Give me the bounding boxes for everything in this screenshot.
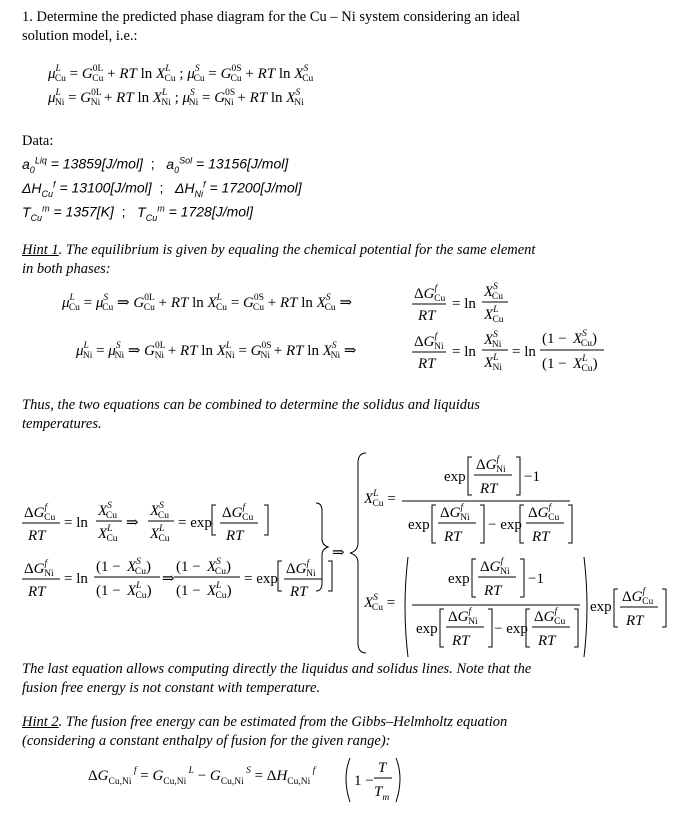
svg-text:XLCu: $X^L$ Cu: [150, 524, 170, 544]
svg-text:exp: exp: [444, 469, 466, 485]
t-cu-value: = 1357[K]: [53, 203, 114, 220]
svg-text:RT: RT: [290, 584, 308, 600]
svg-text:(1 −: (1 −: [542, 331, 567, 347]
svg-text:XSCu: $X^S$ Cu: [98, 501, 118, 521]
chemical-potential-equations: [0, 60, 677, 120]
problem-statement: [22, 8, 662, 46]
last-equation-text: [22, 660, 672, 698]
svg-text:μLCu = μSCu ⇒ G0LCu + RT ln XL: $\mu^L$ $Cu = \mu^S$ Cu ⇒ $G^{0L}$ Cu + RT $\ln X^L$ $Cu = G^{0S}$ Cu + RT $\ln X^S$ Cu ⇒: [62, 293, 353, 313]
svg-text:XSCu: $X^S$ Cu: [150, 501, 170, 521]
hint1-equations: [0, 280, 677, 385]
mu-cu-equation: [47, 64, 314, 84]
svg-text:= ln: = ln: [452, 344, 476, 360]
svg-text:− exp: − exp: [494, 621, 528, 637]
problem-statement-line1: Determine the predicted phase diagram for the Cu – Ni system considering an ideal: [36, 9, 521, 25]
thus-line2: temperatures.: [22, 416, 102, 432]
svg-text:⇒: ⇒: [126, 515, 139, 531]
dh-cu-value: = 13100[J/mol]: [59, 179, 152, 196]
svg-text:ΔGCu,Ni f = GCu,Ni L − GCu,Ni: $\Delta G_{Cu,Ni}$ $^f = G_{Cu,Ni}$ $^L - G_{Cu,Ni}$ $^S = \Delta H_{Cu,Ni}$ $^f$: [88, 766, 316, 787]
svg-text:XLCu): $X^L$ Cu): [573, 354, 598, 374]
mu-ni-equation: [47, 88, 304, 108]
svg-text:exp: exp: [590, 599, 612, 615]
last-eq-line2: fusion free energy is not constant with temperature.: [22, 680, 321, 696]
problem-statement-line2: solution model, i.e.:: [22, 28, 138, 44]
hint2-text: [22, 713, 672, 751]
a0-liq-value: = 13859[J/mol]: [50, 155, 143, 172]
problem-number: 1.: [22, 9, 33, 25]
svg-text:RT: RT: [532, 529, 550, 545]
gibbs-helmholtz-equation: [0, 752, 677, 812]
svg-text:XSCu: $X^S$ Cu: [484, 282, 504, 302]
svg-text:= ln: = ln: [64, 515, 88, 531]
hint2-line2: (considering a constant enthalpy of fusion for the given range):: [22, 733, 391, 749]
svg-text:ΔGfNi: $\Delta G^f$ Ni: [480, 557, 510, 577]
svg-text:RT: RT: [418, 356, 436, 372]
svg-text:XLCu =: $X^L$ Cu =: [364, 489, 396, 509]
svg-text:−1: −1: [528, 571, 544, 587]
svg-text:Tm: $T_m$: [374, 784, 390, 803]
svg-text:exp: exp: [408, 517, 430, 533]
svg-text:μLCu = G0LCu + RT ln XLCu ;: $\mu^L$ $Cu = G^{0L}$ Cu + RT $\ln X^L$ Cu ; $\mu^S$ $Cu = G^{0S}$ Cu + RT $\ln X^S$ Cu: [48, 64, 314, 84]
dh-ni-value: = 17200[J/mol]: [209, 179, 302, 196]
svg-text:ΔGfCu: $\Delta G^f$ Cu: [622, 587, 654, 607]
hint2-label: Hint 2: [22, 714, 59, 730]
svg-text:ΔGfNi: $\Delta G^f$ Ni: [440, 503, 470, 523]
rt-denominator: RT: [418, 308, 436, 324]
svg-text:= ln: = ln: [452, 296, 476, 312]
svg-text:⇒: ⇒: [162, 571, 175, 587]
svg-text:RT: RT: [626, 613, 644, 629]
combined-equations: [0, 443, 677, 658]
svg-text:(1 −: (1 −: [176, 559, 201, 575]
svg-text:XLCu: $X^L$ Cu: [98, 524, 118, 544]
svg-text:= exp: = exp: [178, 515, 212, 531]
implies-arrow: ⇒: [332, 545, 345, 561]
svg-text:XSCu): $X^S$ Cu): [207, 557, 232, 577]
hint1-line2: in both phases:: [22, 261, 111, 277]
svg-text:XSNi: $X^S$ Ni: [484, 330, 502, 350]
solidus-equation: [363, 556, 666, 657]
svg-text:RT: RT: [452, 633, 470, 649]
a0-sol-value: = 13156[J/mol]: [196, 155, 289, 172]
thus-line1: Thus, the two equations can be combined to determine the solidus and liquidus: [22, 397, 480, 413]
svg-text:ΔGfNi: $\Delta G^f$ Ni: [448, 607, 478, 627]
svg-text:ΔGfCu: $\Delta G^f$ Cu: [534, 607, 566, 627]
svg-text:ΔGfCu: $\Delta G^f$ Cu: [24, 503, 56, 523]
svg-text:XLCu): $X^L$ Cu): [207, 581, 232, 601]
svg-text:μLNi = μSNi ⇒ G0LNi + RT ln XL: $\mu^L$ $Ni = \mu^S$ Ni ⇒ $G^{0L}$ Ni + RT $\ln X^L$ $Ni = G^{0S}$ Ni + RT $\ln X^S$ Ni ⇒: [76, 341, 357, 361]
left-cu-equation: [22, 501, 268, 544]
svg-text:(1 −: (1 −: [542, 356, 567, 372]
svg-text:XSCu =: $X^S$ Cu =: [364, 593, 396, 613]
data-row-enthalpy: $\Delta H_{Cu}^f = 13100[J/mol]$ ; $\Delta H_{Ni}^f = 17200[J/mol]$: [22, 179, 302, 199]
svg-text:RT: RT: [538, 633, 556, 649]
svg-text:ΔGfCu: $\Delta G^f$ Cu: [222, 503, 254, 523]
svg-text:ΔGfCu: $\Delta G^f$ Cu: [528, 503, 560, 523]
svg-text:exp: exp: [416, 621, 438, 637]
right-system-brace: [350, 453, 366, 653]
data-label: Data:: [22, 133, 54, 149]
hint2-line1: . The fusion free energy can be estimated from the Gibbs–Helmholtz equation: [58, 714, 508, 730]
data-row-activity: $a_0^{Liq} = 13859[J/mol]$ ; $a_0^{Sol} = 13156[J/mol]$: [22, 155, 289, 175]
svg-text:= exp: = exp: [244, 571, 278, 587]
svg-text:ΔGfCu: $\Delta G^f$ Cu: [414, 284, 446, 304]
svg-text:μLNi = G0LNi + RT ln XLNi ;: $\mu^L$ $Ni = G^{0L}$ Ni + RT $\ln X^L$ Ni ; $\mu^S$ $Ni = G^{0S}$ Ni + RT $\ln X^S$ Ni: [48, 88, 304, 108]
svg-text:= ln: = ln: [512, 344, 536, 360]
hint1-label: Hint 1: [22, 242, 59, 258]
hint1-line1: . The equilibrium is given by equaling the chemical potential for the same element: [58, 242, 536, 258]
svg-text:XSCu): $X^S$ Cu): [127, 557, 152, 577]
svg-text:RT: RT: [226, 528, 244, 544]
svg-text:XLCu): $X^L$ Cu): [127, 581, 152, 601]
svg-text:(1 −: (1 −: [96, 583, 121, 599]
hint1-ni-equation: [75, 329, 604, 374]
t-cu2-value: = 1728[J/mol]: [168, 203, 254, 220]
svg-text:ΔGfNi: $\Delta G^f$ Ni: [286, 559, 316, 579]
last-eq-line1: The last equation allows computing directly the liquidus and solidus lines. Note that the: [22, 661, 532, 677]
svg-text:−1: −1: [524, 469, 540, 485]
left-system-brace: [316, 503, 328, 591]
liquidus-equation: [363, 454, 572, 545]
svg-text:RT: RT: [28, 528, 46, 544]
svg-text:ΔGfNi: $\Delta G^f$ Ni: [414, 332, 444, 352]
svg-text:(1 −: (1 −: [96, 559, 121, 575]
svg-text:XLNi: $X^L$ Ni: [484, 353, 502, 373]
data-row-temperature: $T_{Cu}^m = 1357[K]$ ; $T_{Cu}^m = 1728[J/mol]$: [22, 203, 254, 223]
svg-text:ΔGfNi: $\Delta G^f$ Ni: [24, 559, 54, 579]
svg-text:RT: RT: [444, 529, 462, 545]
svg-text:T: T: [378, 760, 387, 776]
svg-text:(1 −: (1 −: [176, 583, 201, 599]
svg-text:1 −: 1 −: [354, 773, 374, 789]
svg-text:XSCu): $X^S$ Cu): [573, 329, 598, 349]
svg-text:exp: exp: [448, 571, 470, 587]
hint1-cu-equation: [61, 282, 508, 325]
svg-text:RT: RT: [484, 583, 502, 599]
thus-text: [22, 396, 662, 434]
svg-text:XLCu: $X^L$ Cu: [484, 305, 504, 325]
svg-text:− exp: − exp: [488, 517, 522, 533]
svg-text:ΔGfNi: $\Delta G^f$ Ni: [476, 455, 506, 475]
svg-text:RT: RT: [480, 481, 498, 497]
svg-text:= ln: = ln: [64, 571, 88, 587]
left-ni-equation: [22, 557, 332, 601]
svg-text:RT: RT: [28, 584, 46, 600]
hint1-text: [22, 241, 662, 279]
